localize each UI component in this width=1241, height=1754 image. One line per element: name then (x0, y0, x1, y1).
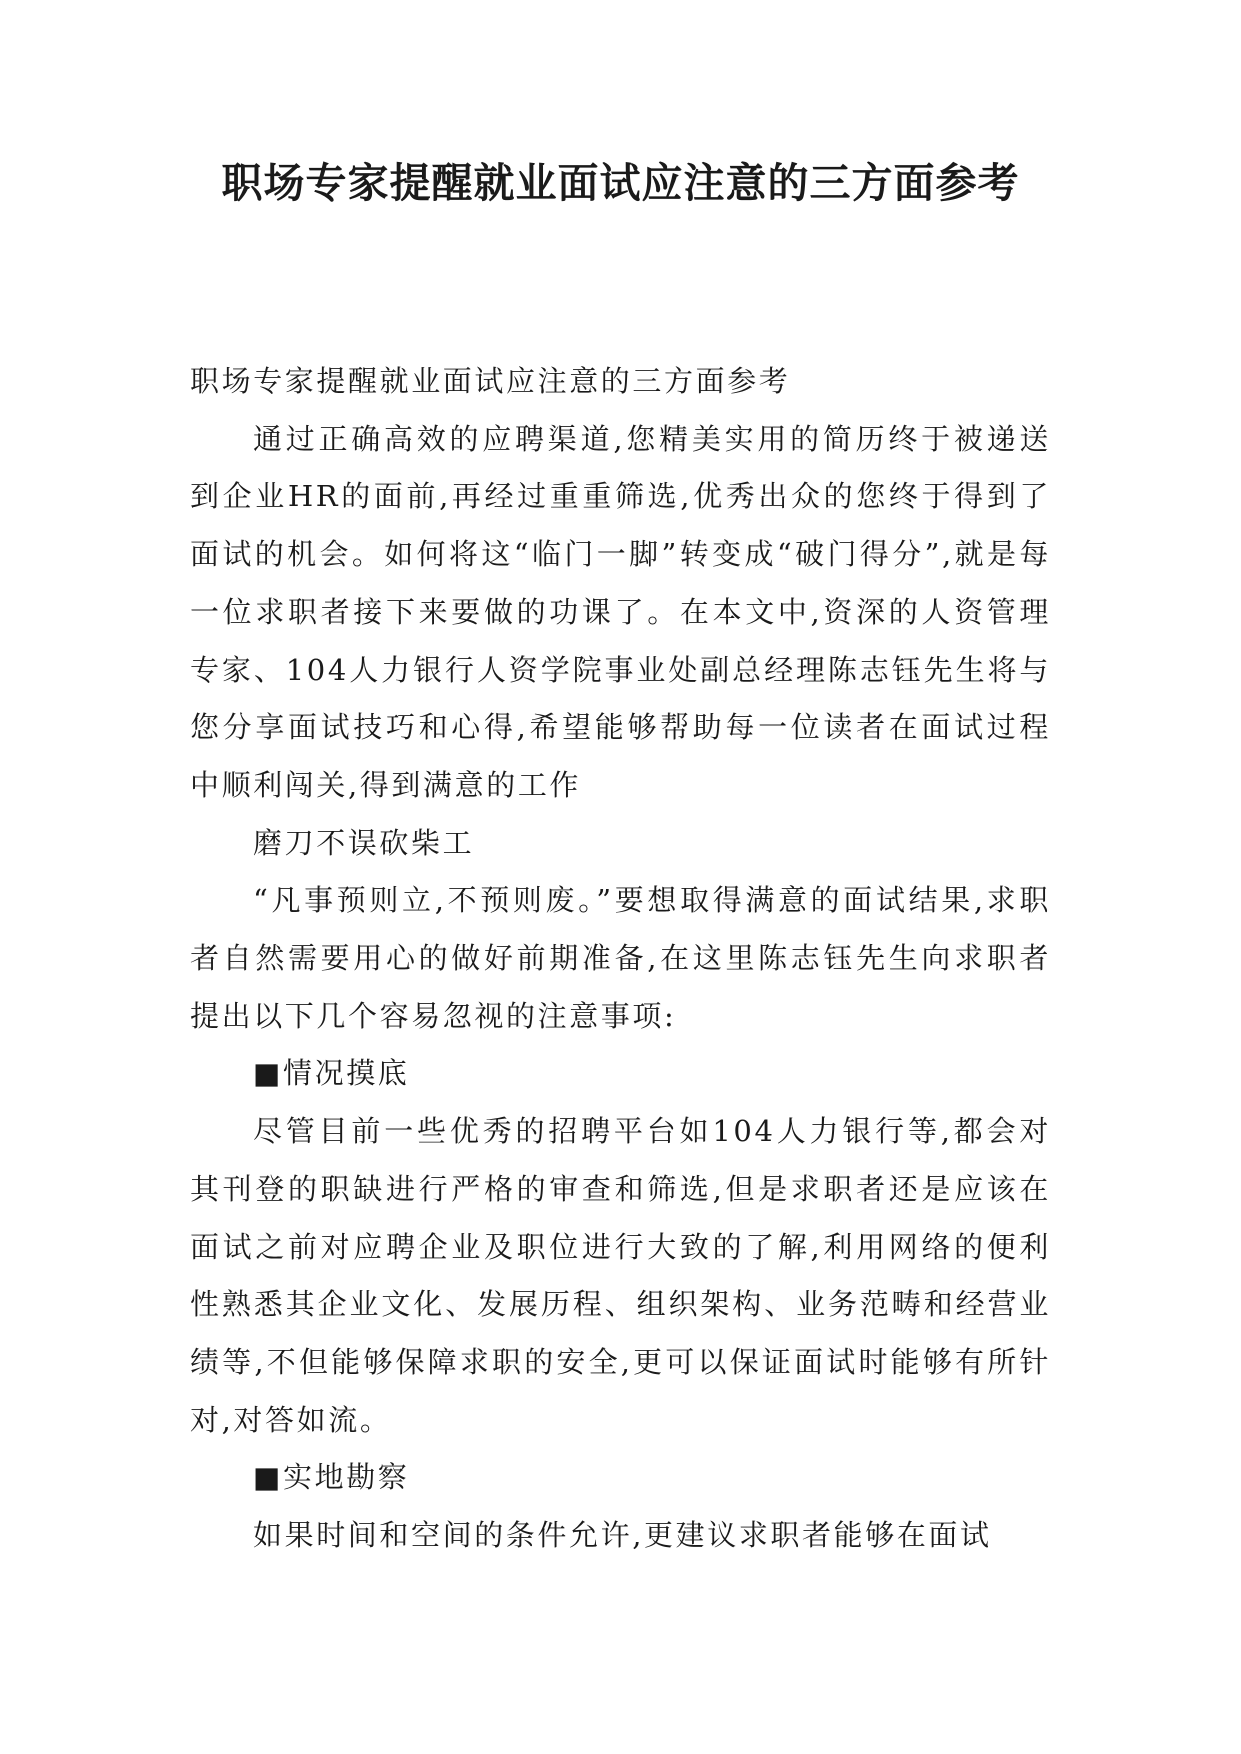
intro-paragraph: 通过正确高效的应聘渠道,您精美实用的简历终于被递送到企业HR的面前,再经过重重筛选,优秀出众的您终于得到了面试的机会。如何将这“临门一脚”转变成“破门得分”,就是每一位求职者接下来要做的功课了。在本文中,资深的人资管理专家、104人力银行人资学院事业处副总经理陈志钰先生将与您分享面试技巧和心得,希望能够帮助每一位读者在面试过程中顺利闯关,得到满意的工作 (190, 421, 1051, 802)
body-paragraph: 尽管目前一些优秀的招聘平台如104人力银行等,都会对其刊登的职缺进行严格的审查和筛选,但是求职者还是应该在面试之前对应聘企业及职位进行大致的了解,利用网络的便利性熟悉其企业文化、发展历程、组织架构、业务范畴和经营业绩等,不但能够保障求职的安全,更可以保证面试时能够有所针对,对答如流。 (190, 1114, 1051, 1437)
document-body (190, 353, 1051, 1565)
body-paragraph: “凡事预则立,不预则废。”要想取得满意的面试结果,求职者自然需要用心的做好前期准备,在这里陈志钰先生向求职者提出以下几个容易忽视的注意事项: (190, 883, 1051, 1033)
bullet-heading: ■情况摸底 (253, 1056, 410, 1091)
subtitle-paragraph: 职场专家提醒就业面试应注意的三方面参考 (190, 364, 791, 398)
document-title: 职场专家提醒就业面试应注意的三方面参考 (221, 159, 1020, 207)
body-paragraph: 如果时间和空间的条件允许,更建议求职者能够在面试 (253, 1518, 992, 1553)
bullet-heading: ■实地勘察 (253, 1460, 410, 1495)
section-heading: 磨刀不误砍柴工 (253, 825, 475, 860)
